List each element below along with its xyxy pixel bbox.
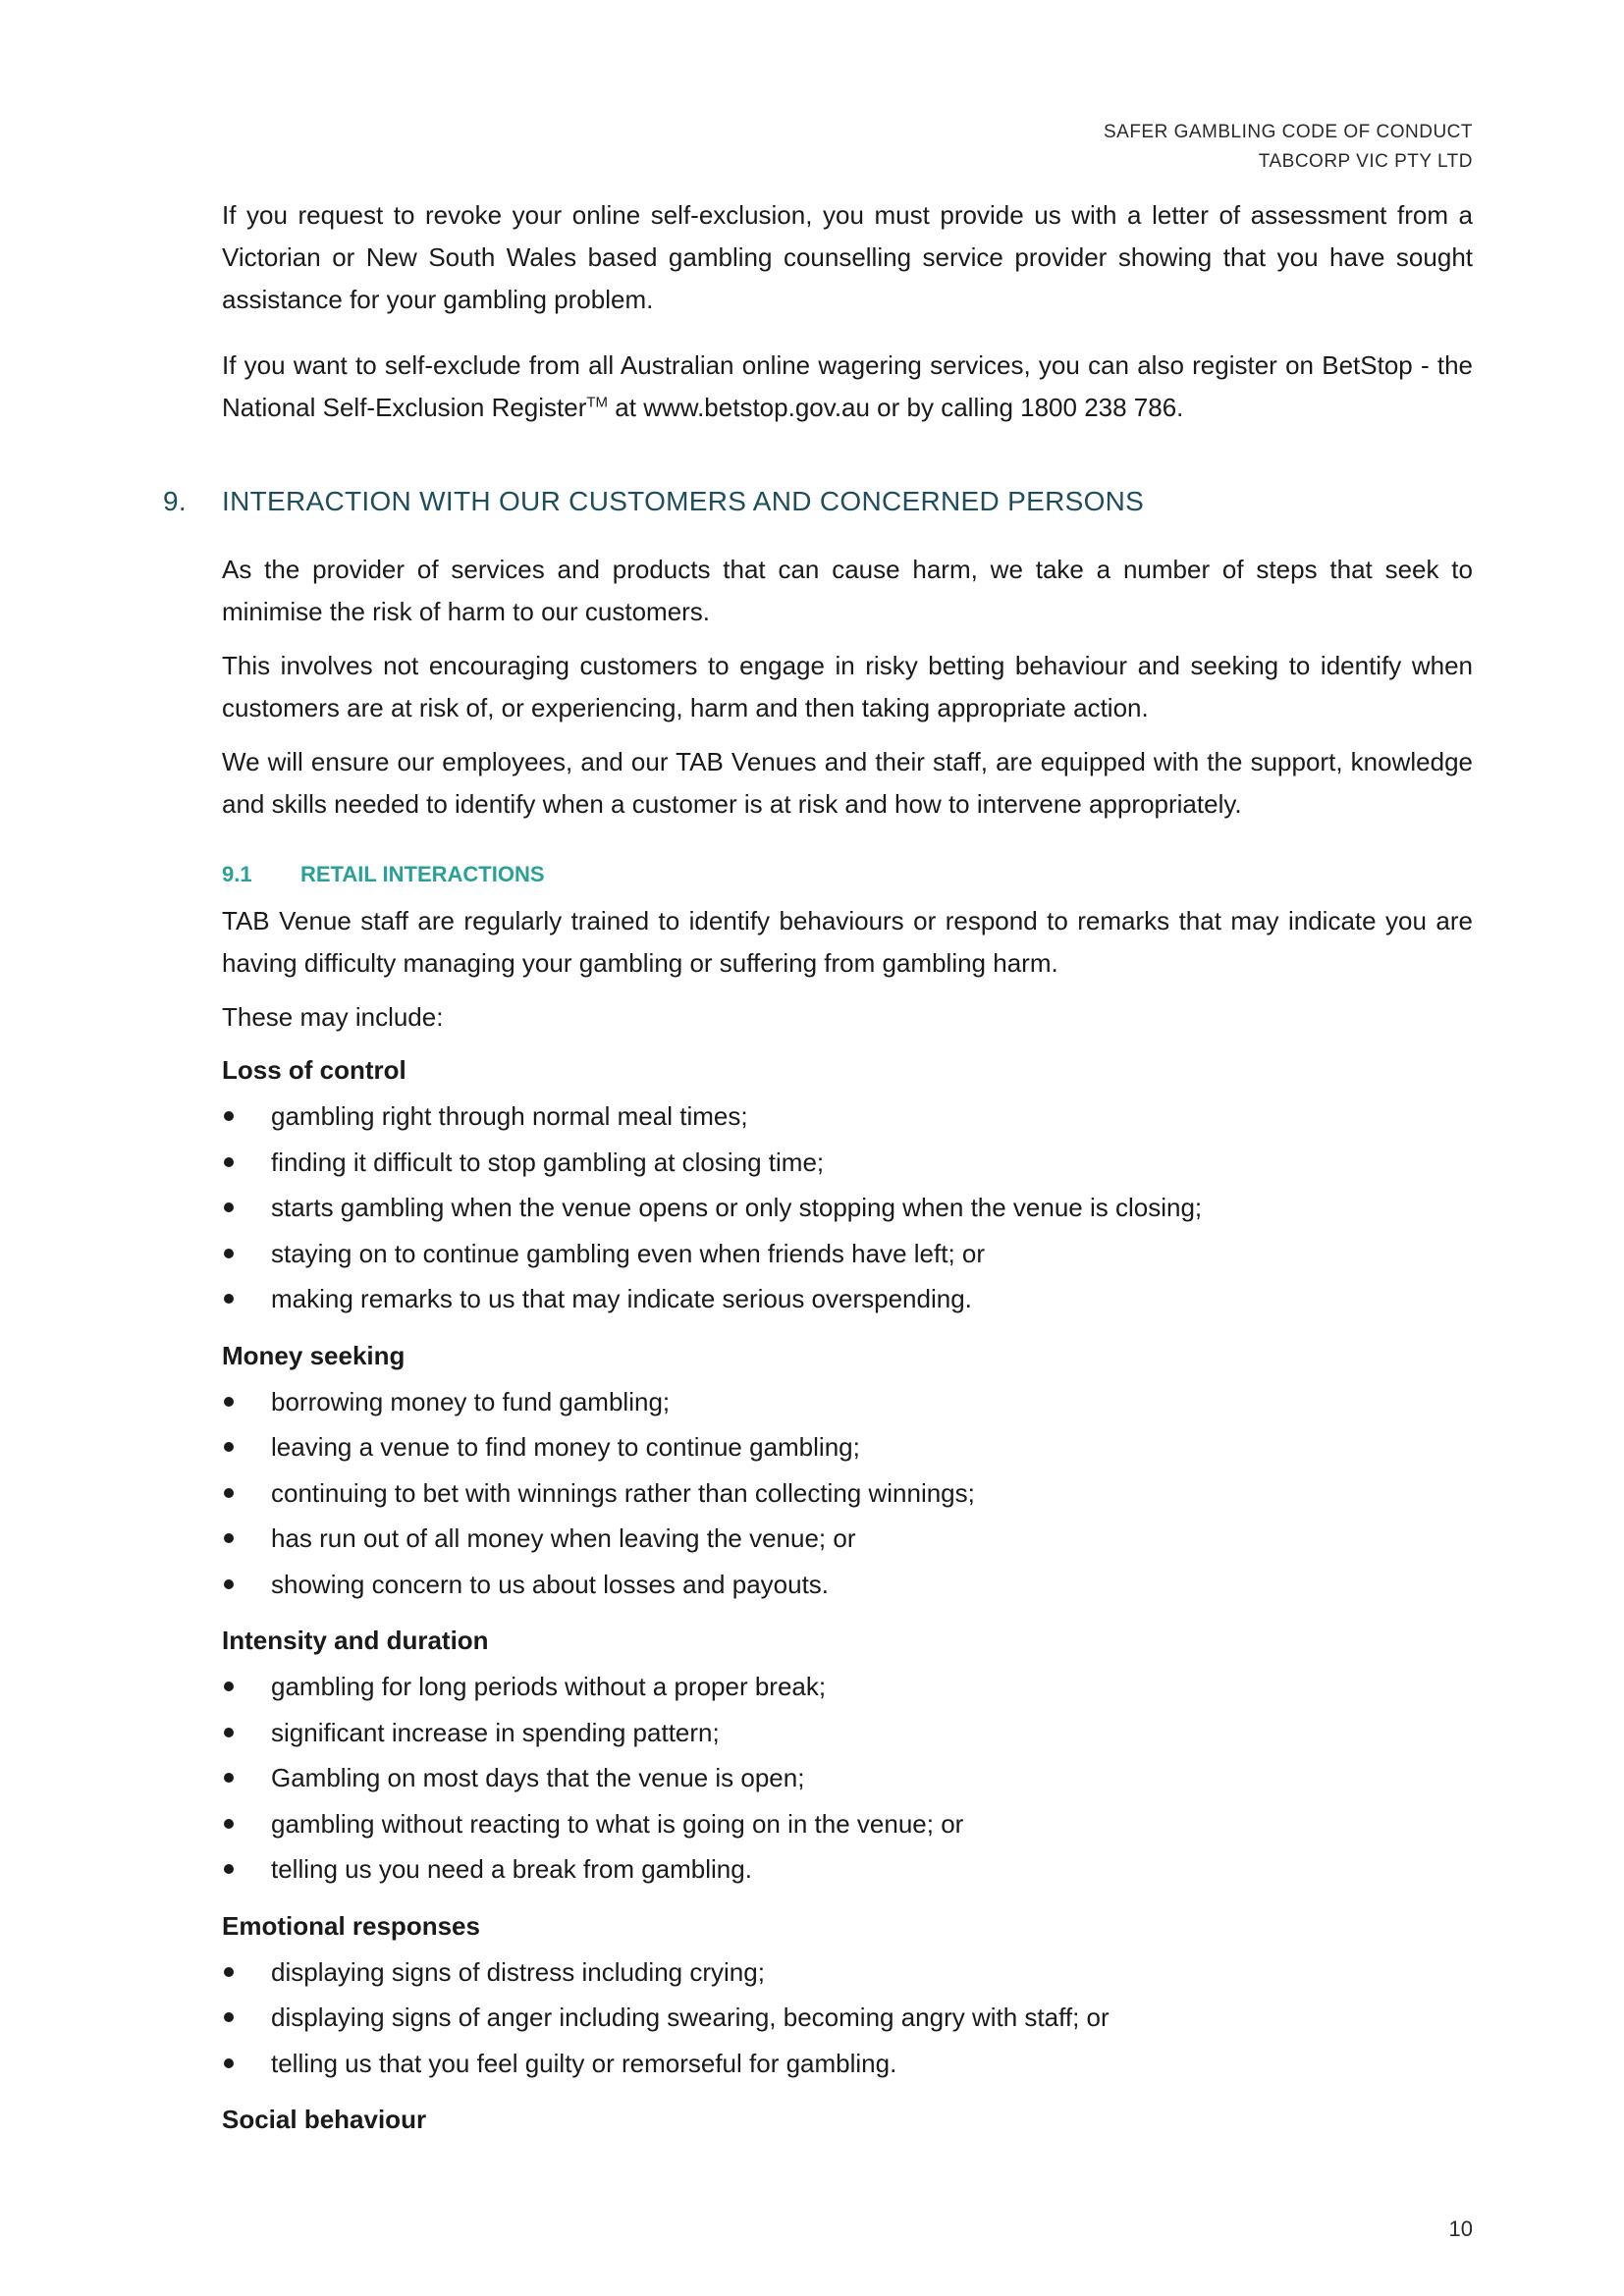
- bullet-icon: [224, 1294, 234, 1304]
- bullet-icon: [224, 1773, 234, 1783]
- list-item-text: gambling without reacting to what is going on in the venue; or: [271, 1808, 964, 1839]
- list-item-text: significant increase in spending pattern;: [271, 1717, 720, 1747]
- bullet-icon: [224, 1728, 234, 1737]
- intro-paragraph-revoke: If you request to revoke your online self-exclusion, you must provide us with a letter of assessment from a Victorian or New South Wales based gambling counselling service provider showing that you have sought assistance for your gambling problem.: [222, 200, 1473, 314]
- list-item: [222, 1516, 1473, 1562]
- behaviour-group-title: Loss of control: [222, 1055, 406, 1085]
- section-9-number: 9.: [163, 486, 187, 516]
- list-item-text: displaying signs of distress including crying;: [271, 1956, 765, 1987]
- bullet-icon: [224, 1488, 234, 1498]
- section-9-paragraph-3: We will ensure our employees, and our TAB Venues and their staff, are equipped with the support, knowledge and skills needed to identify when a customer is at risk and how to intervene appropriately.: [222, 747, 1473, 819]
- bullet-icon: [224, 1533, 234, 1543]
- page-header: [1104, 118, 1473, 177]
- behaviour-list: [222, 1094, 1473, 1322]
- list-item: [222, 2041, 1473, 2087]
- list-item: [222, 1140, 1473, 1186]
- list-item-text: telling us you need a break from gambling.: [271, 1854, 752, 1884]
- list-item-text: displaying signs of anger including swearing, becoming angry with staff; or: [271, 2002, 1110, 2032]
- list-item: [222, 1276, 1473, 1322]
- behaviour-list: [222, 1664, 1473, 1893]
- behaviour-list: [222, 1379, 1473, 1608]
- behaviour-group-title: Emotional responses: [222, 1910, 480, 1941]
- bullet-icon: [224, 1157, 234, 1167]
- bullet-icon: [224, 2012, 234, 2022]
- list-item: [222, 1664, 1473, 1710]
- list-item-text: gambling for long periods without a proper break;: [271, 1672, 827, 1701]
- section-9-1-number: 9.1: [222, 862, 252, 886]
- bullet-icon: [224, 1442, 234, 1452]
- bullet-icon: [224, 1579, 234, 1589]
- bullet-icon: [224, 1249, 234, 1258]
- list-item-text: gambling right through normal meal times;: [271, 1101, 748, 1131]
- section-9-title: INTERACTION WITH OUR CUSTOMERS AND CONCERNED PERSONS: [222, 486, 1145, 516]
- list-item: [222, 1995, 1473, 2041]
- bullet-icon: [224, 1819, 234, 1829]
- list-item: [222, 1801, 1473, 1847]
- behaviour-group-title: Social behaviour: [222, 2105, 427, 2134]
- list-item-text: leaving a venue to find money to continue gambling;: [271, 1432, 860, 1462]
- list-item: [222, 1846, 1473, 1893]
- header-title: SAFER GAMBLING CODE OF CONDUCT: [1103, 122, 1473, 142]
- list-item-text: finding it difficult to stop gambling at closing time;: [271, 1147, 825, 1177]
- list-item: [222, 1470, 1473, 1517]
- list-item-text: has run out of all money when leaving the venue; or: [271, 1523, 856, 1553]
- list-item: [222, 1185, 1473, 1231]
- section-9-1-paragraph-1: TAB Venue staff are regularly trained to identify behaviours or respond to remarks that may indicate you are having difficulty managing your gambling or suffering from gambling harm.: [222, 906, 1473, 978]
- bullet-icon: [224, 1967, 234, 1977]
- list-item: [222, 1379, 1473, 1425]
- bullet-icon: [224, 1111, 234, 1121]
- list-item: [222, 1755, 1473, 1801]
- list-item: [222, 1231, 1473, 1277]
- list-item-text: telling us that you feel guilty or remorseful for gambling.: [271, 2048, 897, 2078]
- list-item-text: staying on to continue gambling even when friends have left; or: [271, 1238, 986, 1268]
- trademark-superscript: TM: [586, 394, 609, 411]
- list-item: [222, 1949, 1473, 1996]
- section-9-paragraph-2: This involves not encouraging customers to engage in risky betting behaviour and seeking to identify when customers are at risk of, or experiencing, harm and then taking appropriate action.: [222, 651, 1473, 722]
- page-number: 10: [1448, 2216, 1473, 2241]
- betstop-text-before: If you want to self-exclude from all Australian online wagering services, you can also register on BetStop - the National Self-Exclusion Register: [222, 350, 1473, 422]
- list-item-text: continuing to bet with winnings rather than collecting winnings;: [271, 1477, 975, 1508]
- list-item: [222, 1094, 1473, 1140]
- list-item: [222, 1562, 1473, 1608]
- intro-paragraph-betstop: [222, 345, 1473, 429]
- bullet-icon: [224, 1682, 234, 1691]
- list-item-text: borrowing money to fund gambling;: [271, 1386, 671, 1416]
- behaviour-group-title: Money seeking: [222, 1340, 406, 1370]
- behaviour-group-title: Intensity and duration: [222, 1626, 489, 1655]
- list-item-text: starts gambling when the venue opens or only stopping when the venue is closing;: [271, 1193, 1203, 1222]
- betstop-text-after: at www.betstop.gov.au or by calling 1800 238 786.: [608, 393, 1184, 422]
- list-item: [222, 1710, 1473, 1756]
- header-company: TABCORP VIC PTY LTD: [1258, 151, 1473, 172]
- list-item-text: showing concern to us about losses and payouts.: [271, 1569, 830, 1599]
- behaviour-list: [222, 1949, 1473, 2087]
- bullet-icon: [224, 2058, 234, 2068]
- page-content: [163, 194, 1473, 2143]
- section-9-1-title: RETAIL INTERACTIONS: [300, 862, 545, 886]
- behaviour-groups: [222, 1050, 1473, 2139]
- bullet-icon: [224, 1202, 234, 1212]
- bullet-icon: [224, 1864, 234, 1874]
- section-9-1-paragraph-2: These may include:: [222, 1002, 444, 1032]
- list-item-text: making remarks to us that may indicate serious overspending.: [271, 1284, 972, 1313]
- list-item: [222, 1424, 1473, 1470]
- section-9-heading: [163, 482, 1473, 521]
- list-item-text: Gambling on most days that the venue is open;: [271, 1763, 805, 1792]
- bullet-icon: [224, 1397, 234, 1407]
- section-9-paragraph-1: As the provider of services and products that can cause harm, we take a number of steps that seek to minimise the risk of harm to our customers.: [222, 555, 1473, 626]
- section-9-1-heading: [222, 859, 1473, 890]
